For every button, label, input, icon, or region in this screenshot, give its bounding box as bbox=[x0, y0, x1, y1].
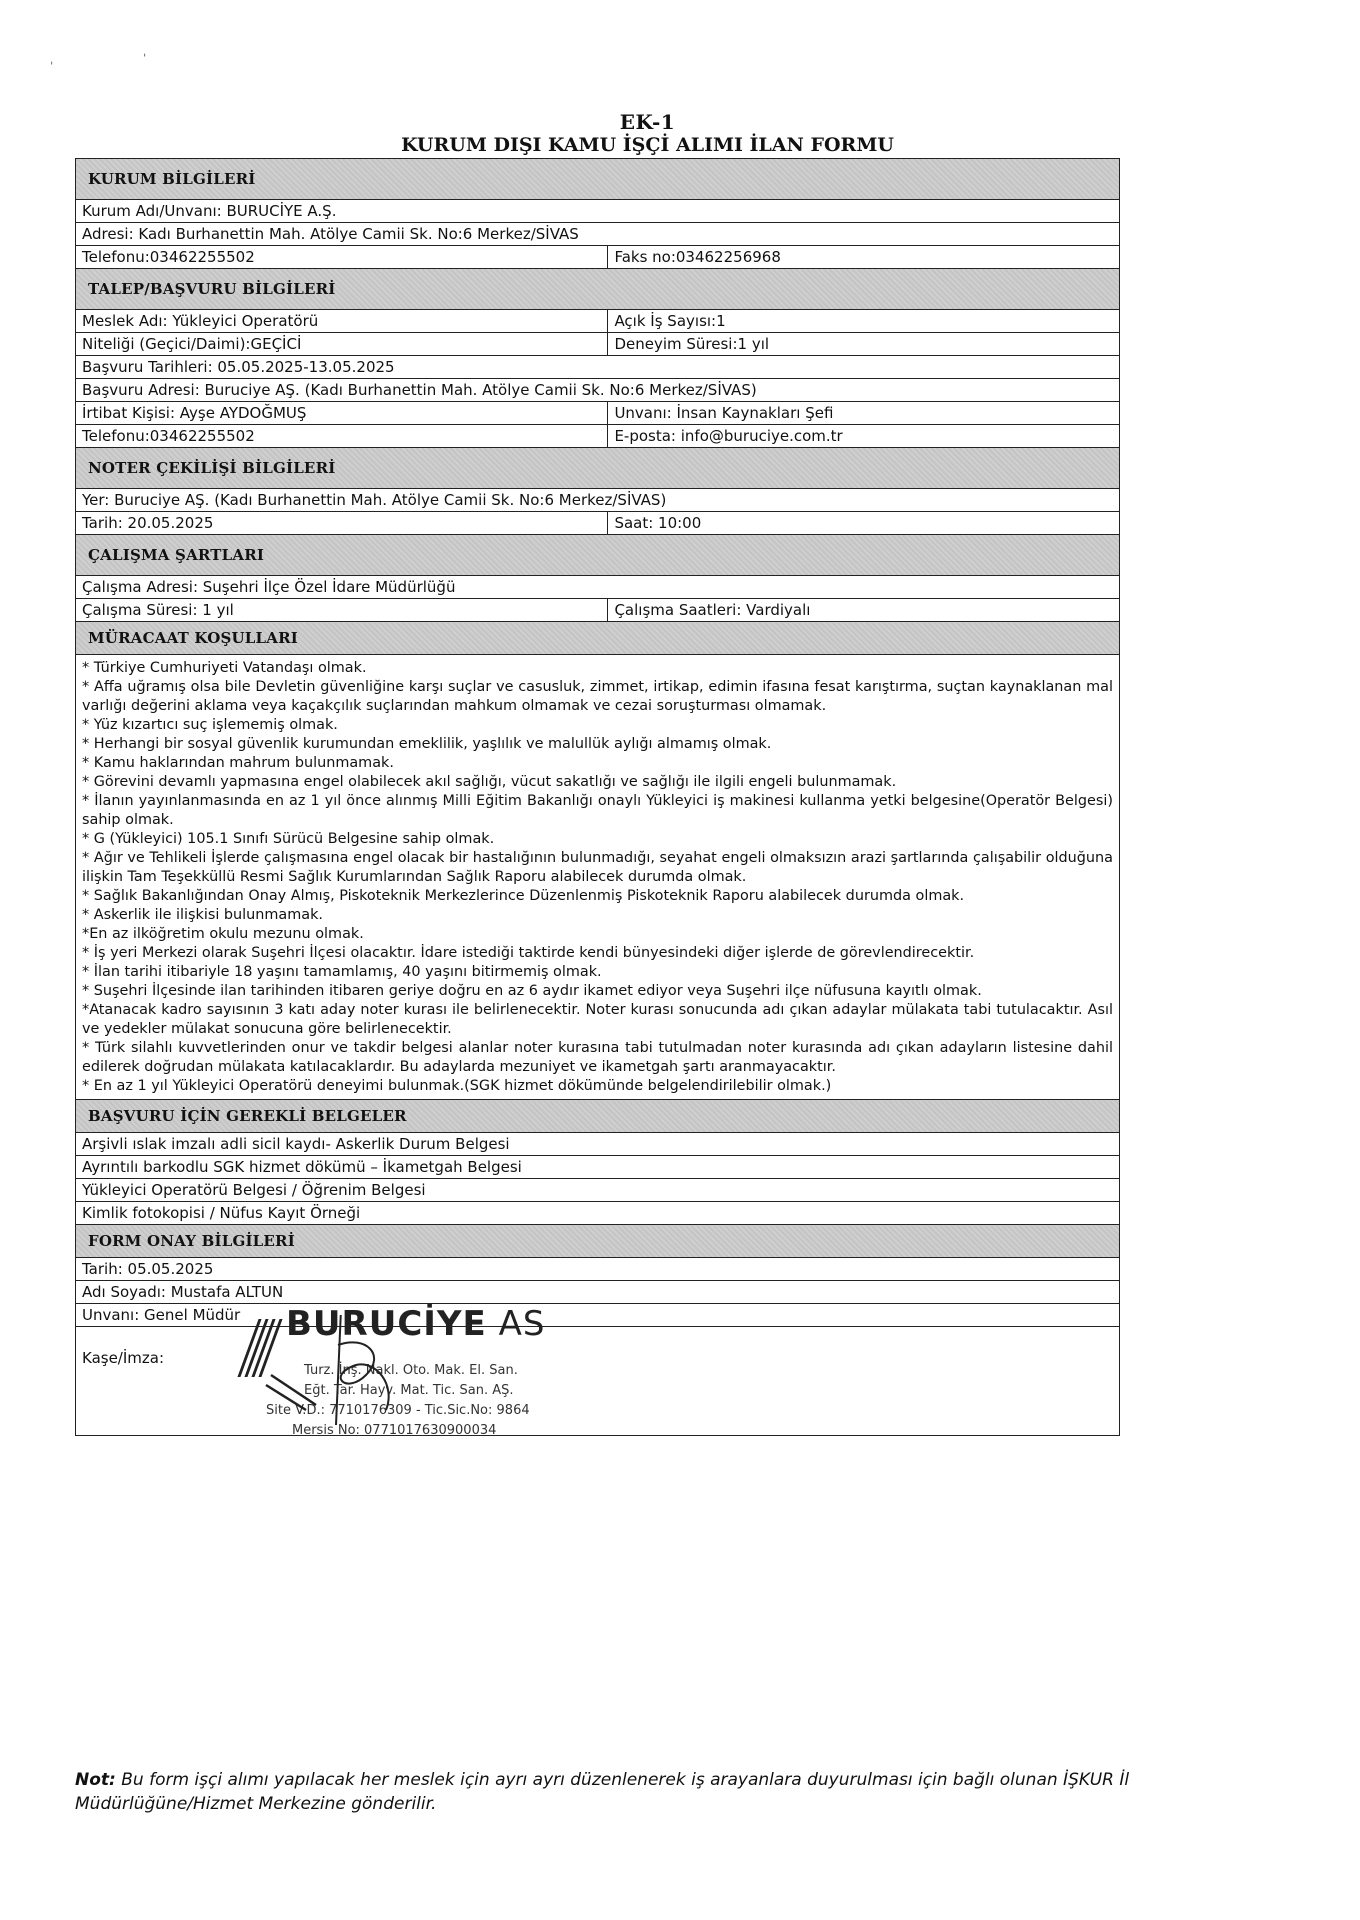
belge-item: Arşivli ıslak imzalı adli sicil kaydı- Askerlik Durum Belgesi bbox=[76, 1133, 1120, 1156]
form-table bbox=[75, 158, 1120, 1436]
stamp-line: Turz. İnş. Nakl. Oto. Mak. El. San. bbox=[304, 1363, 518, 1378]
calisma-sure: Çalışma Süresi: 1 yıl bbox=[76, 599, 608, 622]
calisma-saatler: Çalışma Saatleri: Vardiyalı bbox=[608, 599, 1120, 622]
onay-adi-soyadi: Adı Soyadı: Mustafa ALTUN bbox=[76, 1281, 1120, 1304]
scan-mark: ˈ bbox=[50, 60, 54, 74]
section-muracaat: MÜRACAAT KOŞULLARI bbox=[76, 622, 1120, 655]
talep-deneyim: Deneyim Süresi:1 yıl bbox=[608, 333, 1120, 356]
condition-item: * Herhangi bir sosyal güvenlik kurumundan emeklilik, yaşlılık ve malullük aylığı almamış olmak. bbox=[82, 736, 772, 752]
kurum-phone: Telefonu:03462255502 bbox=[76, 246, 608, 269]
condition-item: * Kamu haklarından mahrum bulunmamak. bbox=[82, 755, 394, 771]
condition-item: * Türk silahlı kuvvetlerinden onur ve takdir belgesi alanlar noter kurasına tabi tutulmadan noter kurasında adı çıkan adayların listesine dahil edilerek doğrudan mülakata katılacaklardır. Bu adaylarda mezuniyet ve ikametgah şartı aranmayacaktır. bbox=[82, 1040, 1113, 1075]
noter-tarih: Tarih: 20.05.2025 bbox=[76, 512, 608, 535]
talep-unvan: Unvanı: İnsan Kaynakları Şefi bbox=[608, 402, 1120, 425]
form-code: EK-1 bbox=[619, 110, 676, 134]
condition-item: * Türkiye Cumhuriyeti Vatandaşı olmak. bbox=[82, 660, 367, 676]
condition-item: * Askerlik ile ilişkisi bulunmamak. bbox=[82, 907, 324, 923]
conditions-list bbox=[76, 655, 1120, 1100]
footer-note bbox=[75, 1768, 1295, 1816]
section-calisma: ÇALIŞMA ŞARTLARI bbox=[76, 535, 1120, 576]
stamp-line: Eğt. Tar. Hayv. Mat. Tic. San. AŞ. bbox=[304, 1383, 514, 1398]
kurum-name: Kurum Adı/Unvanı: BURUCİYE A.Ş. bbox=[76, 200, 1120, 223]
condition-item: * Affa uğramış olsa bile Devletin güvenliğine karşı suçlar ve casusluk, zimmet, irtikap, edimin ifasına fesat karıştırma, suçtan kaynaklanan mal varlığı değerini aklama veya kaçakçılık suçlarından mahkum olmamak ve cezai soruşturması olmamak. bbox=[82, 679, 1113, 714]
talep-nitelik: Niteliği (Geçici/Daimi):GEÇİCİ bbox=[76, 333, 608, 356]
section-onay: FORM ONAY BİLGİLERİ bbox=[76, 1225, 1120, 1258]
section-talep: TALEP/BAŞVURU BİLGİLERİ bbox=[76, 269, 1120, 310]
kurum-fax: Faks no:03462256968 bbox=[608, 246, 1120, 269]
belge-item: Ayrıntılı barkodlu SGK hizmet dökümü – İkametgah Belgesi bbox=[76, 1156, 1120, 1179]
scan-mark: ˈ bbox=[143, 52, 147, 66]
company-stamp bbox=[246, 1304, 576, 1450]
condition-item: * Suşehri İlçesinde ilan tarihinden itibaren geriye doğru en az 6 aydır ikamet ediyor veya Suşehri ilçe nüfusuna kayıtlı olmak. bbox=[82, 983, 982, 999]
condition-item: * Görevini devamlı yapmasına engel olabilecek akıl sağlığı, vücut sakatlığı ve sağlığı ile ilgili engeli bulunmamak. bbox=[82, 774, 897, 790]
noter-saat: Saat: 10:00 bbox=[608, 512, 1120, 535]
talep-irtibat: İrtibat Kişisi: Ayşe AYDOĞMUŞ bbox=[76, 402, 608, 425]
kurum-address: Adresi: Kadı Burhanettin Mah. Atölye Camii Sk. No:6 Merkez/SİVAS bbox=[76, 223, 1120, 246]
note-text: Bu form işçi alımı yapılacak her meslek için ayrı ayrı düzenlenerek iş arayanlara duyurulması için bağlı olunan İŞKUR İl Müdürlüğüne/Hizmet Merkezine gönderilir. bbox=[75, 1770, 1130, 1814]
condition-item: * G (Yükleyici) 105.1 Sınıfı Sürücü Belgesine sahip olmak. bbox=[82, 831, 495, 847]
talep-adres: Başvuru Adresi: Buruciye AŞ. (Kadı Burhanettin Mah. Atölye Camii Sk. No:6 Merkez/SİVAS) bbox=[76, 379, 1120, 402]
condition-item: * İlanın yayınlanmasında en az 1 yıl önce alınmış Milli Eğitim Bakanlığı onaylı Yükleyici iş makinesi kullanma yetki belgesine(Operatör Belgesi) sahip olmak. bbox=[82, 793, 1113, 828]
section-belgeler: BAŞVURU İÇİN GEREKLİ BELGELER bbox=[76, 1100, 1120, 1133]
talep-eposta: E-posta: info@buruciye.com.tr bbox=[608, 425, 1120, 448]
talep-tarihler: Başvuru Tarihleri: 05.05.2025-13.05.2025 bbox=[76, 356, 1120, 379]
condition-item: * En az 1 yıl Yükleyici Operatörü deneyimi bulunmak.(SGK hizmet dökümünde belgelendirilebilir olmak.) bbox=[82, 1078, 832, 1094]
noter-yer: Yer: Buruciye AŞ. (Kadı Burhanettin Mah. Atölye Camii Sk. No:6 Merkez/SİVAS) bbox=[76, 489, 1120, 512]
stamp-line: Site V.D.: 7710176309 - Tic.Sic.No: 9864 bbox=[266, 1403, 530, 1418]
condition-item: * Yüz kızartıcı suç işlememiş olmak. bbox=[82, 717, 338, 733]
belge-item: Yükleyici Operatörü Belgesi / Öğrenim Belgesi bbox=[76, 1179, 1120, 1202]
kase-imza-label: Kaşe/İmza: bbox=[82, 1349, 165, 1367]
form-document bbox=[75, 110, 1120, 1436]
condition-item: *En az ilköğretim okulu mezunu olmak. bbox=[82, 926, 364, 942]
form-title: KURUM DIŞI KAMU İŞÇİ ALIMI İLAN FORMU bbox=[401, 134, 894, 156]
condition-item: * İş yeri Merkezi olarak Suşehri İlçesi olacaktır. İdare istediği taktirde kendi bünyesindeki diğer işlerde de görevlendirecektir. bbox=[82, 945, 975, 961]
condition-item: * İlan tarihi itibariyle 18 yaşını tamamlamış, 40 yaşını bitirmemiş olmak. bbox=[82, 964, 602, 980]
talep-acik-is: Açık İş Sayısı:1 bbox=[608, 310, 1120, 333]
condition-item: * Sağlık Bakanlığından Onay Almış, Piskoteknik Merkezlerince Düzenlenmiş Piskoteknik Raporu alabilecek durumda olmak. bbox=[82, 888, 965, 904]
condition-item: * Ağır ve Tehlikeli İşlerde çalışmasına engel olacak bir hastalığının bulunmadığı, seyahat engeli olmaksızın arazi şartlarında çalışabilir olduğuna ilişkin Tam Teşekküllü Resmi Sağlık Kurumlarından Sağlık Raporu alabilecek durumda olmak. bbox=[82, 850, 1113, 885]
stamp-line: Mersis No: 0771017630900034 bbox=[292, 1423, 497, 1438]
signature-icon bbox=[246, 1304, 576, 1450]
section-kurum: KURUM BİLGİLERİ bbox=[76, 159, 1120, 200]
note-label: Not: bbox=[75, 1770, 116, 1790]
talep-telefon: Telefonu:03462255502 bbox=[76, 425, 608, 448]
talep-meslek: Meslek Adı: Yükleyici Operatörü bbox=[76, 310, 608, 333]
section-noter: NOTER ÇEKİLİŞİ BİLGİLERİ bbox=[76, 448, 1120, 489]
belge-item: Kimlik fotokopisi / Nüfus Kayıt Örneği bbox=[76, 1202, 1120, 1225]
onay-tarih: Tarih: 05.05.2025 bbox=[76, 1258, 1120, 1281]
condition-item: *Atanacak kadro sayısının 3 katı aday noter kurası ile belirlenecektir. Noter kurası sonucunda adı çıkan adaylar mülakata tabi tutulacaktır. Asıl ve yedekler mülakat sonucuna göre belirlenecektir. bbox=[82, 1002, 1113, 1037]
onay-unvani: Unvanı: Genel Müdür bbox=[76, 1304, 1120, 1327]
stamp-company-name: BURUCİYE AS bbox=[286, 1304, 546, 1344]
calisma-adres: Çalışma Adresi: Suşehri İlçe Özel İdare Müdürlüğü bbox=[76, 576, 1120, 599]
